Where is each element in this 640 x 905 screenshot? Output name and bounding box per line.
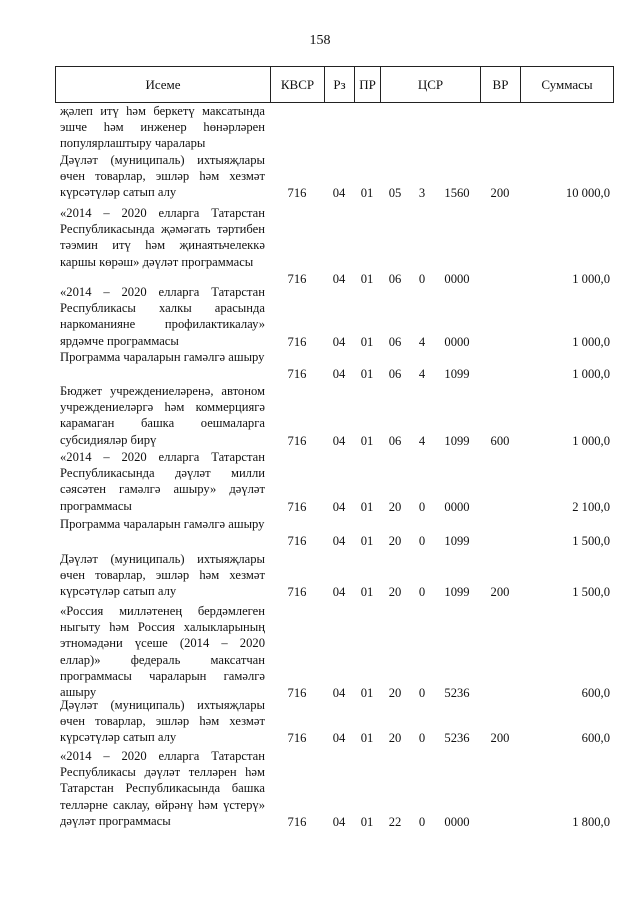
cell-sum: 600,0 [581,686,610,700]
cell-name: «2014 – 2020 елларга Татарстан Республикасы дәүләт телләрен һәм Татарстан Республикасында башка телләрне саклау, өйрәнү һәм үстерү» дәүләт программасы [60,749,265,828]
cell-csr-subprogram: 0 [418,499,426,514]
cell-name: «2014 – 2020 елларга Татарстан Республикасы халкы арасында наркоманияне профилактикалау» ярдәмче программасы [60,285,265,348]
cell-csr-direction: 0000 [444,814,470,829]
header-kvsr: КВСР [270,66,324,103]
cell-csr-program: 06 [388,367,402,382]
cell-kvsr: 716 [287,814,307,829]
cell-name: Дәүләт (муниципаль) ихтыяҗлары өчен товарлар, эшләр һәм хезмәт күрсәтүләр сатып алу [60,153,265,200]
cell-csr-direction: 1099 [444,367,470,382]
cell-csr-subprogram: 4 [418,334,426,349]
cell-sum: 1 000,0 [572,271,610,286]
cell-kvsr: 716 [287,186,307,201]
cell-csr-subprogram: 0 [418,271,426,286]
cell-kvsr: 716 [287,499,307,514]
cell-vr: 200 [490,731,510,746]
cell-sum: 1 000,0 [572,367,610,382]
cell-csr-subprogram: 4 [418,367,426,382]
cell-csr-program: 20 [388,585,402,600]
cell-sum: 600,0 [581,731,610,746]
cell-kvsr: 716 [287,731,307,746]
cell-csr-subprogram: 0 [418,686,426,700]
cell-vr: 200 [490,585,510,600]
cell-csr-subprogram: 4 [418,433,426,448]
cell-pr: 01 [360,534,374,549]
cell-kvsr: 716 [287,686,307,700]
cell-rz: 04 [332,433,346,448]
cell-sum: 1 000,0 [572,433,610,448]
cell-rz: 04 [332,534,346,549]
cell-csr-direction: 0000 [444,271,470,286]
page-number: 158 [309,33,331,48]
cell-kvsr: 716 [287,334,307,349]
cell-pr: 01 [360,731,374,746]
header-pr: ПР [354,66,380,103]
cell-rz: 04 [332,686,346,700]
cell-sum: 10 000,0 [565,186,610,201]
cell-pr: 01 [360,433,374,448]
cell-name: Бюджет учреждениеләренә, автоном учреждениеләргә һәм коммерциягә карамаган башка оешмаларга субсидияләр бирү [60,384,265,447]
cell-name: Программа чараларын гамәлгә ашыру [60,517,265,531]
cell-sum: 2 100,0 [572,499,610,514]
cell-csr-program: 06 [388,433,402,448]
cell-rz: 04 [332,499,346,514]
cell-csr-direction: 1099 [444,433,470,448]
cell-vr: 200 [490,186,510,201]
cell-name: Дәүләт (муниципаль) ихтыяҗлары өчен товарлар, эшләр һәм хезмәт күрсәтүләр сатып алу [60,698,265,745]
cell-sum: 1 800,0 [572,814,610,829]
cell-csr-subprogram: 0 [418,731,426,746]
cell-csr-subprogram: 0 [418,585,426,600]
cell-csr-program: 20 [388,731,402,746]
cell-csr-program: 06 [388,334,402,349]
cell-csr-direction: 1099 [444,534,470,549]
header-name: Исеме [55,66,270,103]
cell-sum: 1 000,0 [572,334,610,349]
cell-csr-direction: 1560 [444,186,470,201]
cell-csr-subprogram: 0 [418,534,426,549]
cell-csr-program: 20 [388,499,402,514]
cell-name: «2014 – 2020 елларга Татарстан Республикасында дәүләт милли сәясәтен гамәлгә ашыру» дәүләт программасы [60,450,265,513]
cell-pr: 01 [360,367,374,382]
cell-rz: 04 [332,585,346,600]
cell-name: «Россия милләтенең бердәмлеген ныгыту һәм Россия халыкларының этномәдәни үсеше (2014 – 2020 еллар)» федераль максатчан программасы чараларын гамәлгә ашыру [60,604,265,700]
cell-csr-program: 20 [388,534,402,549]
cell-name: Дәүләт (муниципаль) ихтыяҗлары өчен товарлар, эшләр һәм хезмәт күрсәтүләр сатып алу [60,552,265,599]
cell-pr: 01 [360,271,374,286]
cell-pr: 01 [360,186,374,201]
cell-kvsr: 716 [287,585,307,600]
cell-rz: 04 [332,731,346,746]
cell-csr-direction: 5236 [444,731,470,746]
header-rz: Рз [324,66,354,103]
cell-rz: 04 [332,271,346,286]
cell-kvsr: 716 [287,433,307,448]
cell-kvsr: 716 [287,271,307,286]
cell-name: «2014 – 2020 елларга Татарстан Республикасында җәмәгать тәртибен тәэмин итү һәм җинаятьчелеккә каршы көрәш» дәүләт программасы [60,206,265,269]
header-csr: ЦСР [380,66,480,103]
cell-csr-direction: 0000 [444,334,470,349]
cell-pr: 01 [360,814,374,829]
cell-pr: 01 [360,686,374,700]
header-sum: Суммасы [520,66,614,103]
cell-vr: 600 [490,433,510,448]
cell-csr-direction: 5236 [444,686,470,700]
cell-csr-direction: 0000 [444,499,470,514]
cell-rz: 04 [332,186,346,201]
cell-pr: 01 [360,499,374,514]
header-vr: ВР [480,66,520,103]
cell-csr-program: 06 [388,271,402,286]
cell-csr-program: 05 [388,186,402,201]
cell-name: Программа чараларын гамәлгә ашыру [60,350,265,364]
cell-csr-program: 20 [388,686,402,700]
cell-rz: 04 [332,367,346,382]
cell-csr-subprogram: 3 [418,186,426,201]
cell-sum: 1 500,0 [572,585,610,600]
cell-csr-subprogram: 0 [418,814,426,829]
cell-kvsr: 716 [287,534,307,549]
cell-kvsr: 716 [287,367,307,382]
cell-rz: 04 [332,334,346,349]
cell-csr-direction: 1099 [444,585,470,600]
cell-pr: 01 [360,585,374,600]
cell-rz: 04 [332,814,346,829]
cell-sum: 1 500,0 [572,534,610,549]
cell-pr: 01 [360,334,374,349]
cell-csr-program: 22 [388,814,402,829]
cell-name: җәлеп итү һәм беркетү максатында эшче һәм инженер һөнәрләрен популярлаштыру чаралары [60,104,265,151]
